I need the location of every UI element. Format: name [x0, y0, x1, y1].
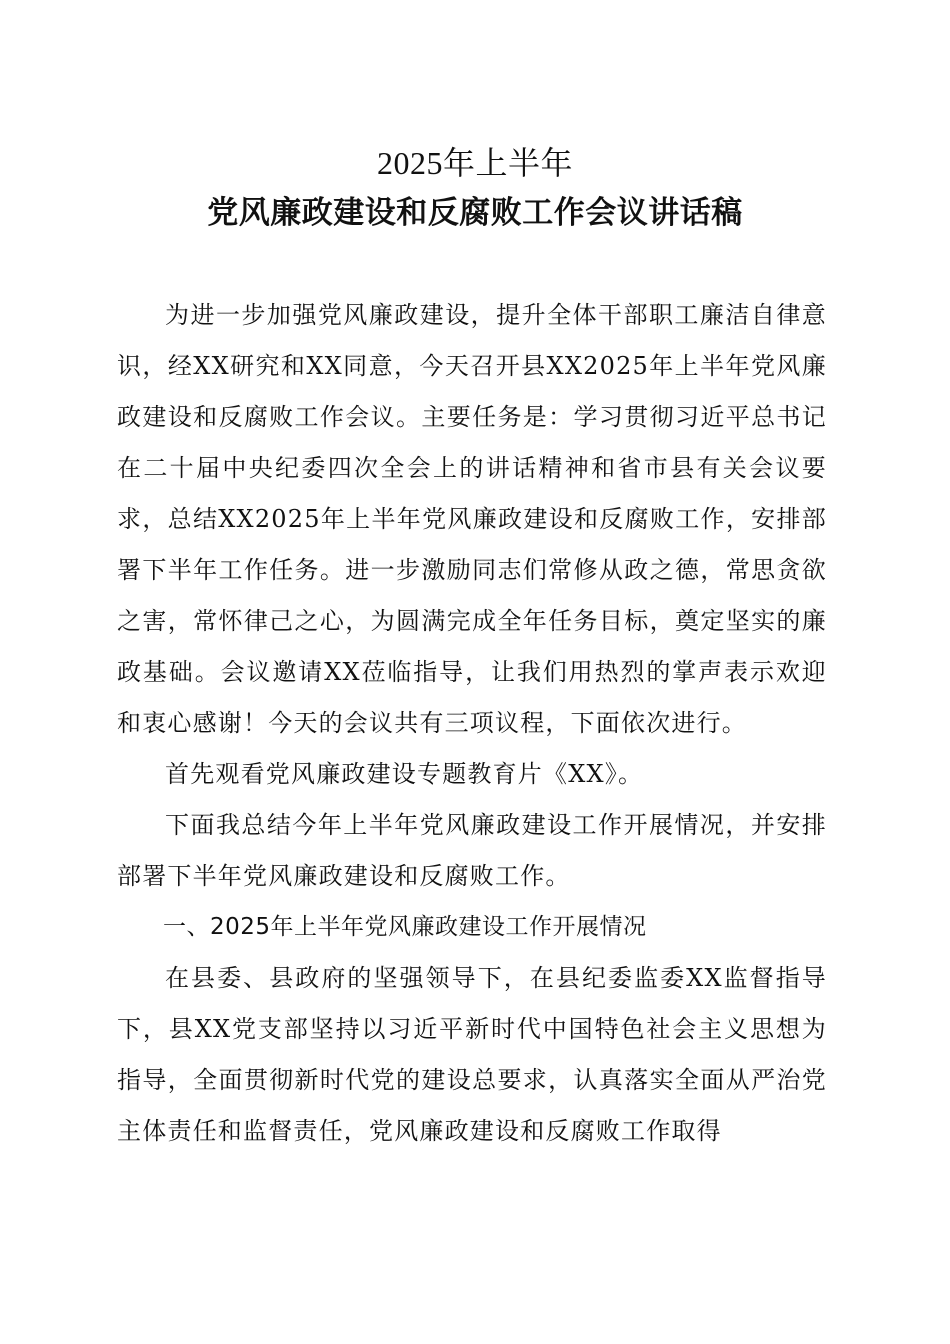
- title-line-2: 党风廉政建设和反腐败工作会议讲话稿: [207, 195, 743, 231]
- paragraph-intro: 为进一步加强党风廉政建设，提升全体干部职工廉洁自律意识，经XX研究和XX同意，今天召开县XX2025年上半年党风廉政建设和反腐败工作会议。主要任务是：学习贯彻习近平总书记在二十届中央纪委四次全会上的讲话精神和省市县有关会议要求，总结XX2025年上半年党风廉政建设和反腐败工作，安排部署下半年工作任务。进一步激励同志们常修从政之德，常思贪欲之害，常怀律己之心，为圆满完成全年任务目标，奠定坚实的廉政基础。会议邀请XX莅临指导，让我们用热烈的掌声表示欢迎和衷心感谢！今天的会议共有三项议程，下面依次进行。: [117, 301, 827, 737]
- document-title: [0, 138, 950, 238]
- paragraph-video: 首先观看党风廉政建设专题教育片《XX》。: [165, 760, 644, 788]
- paragraph-summary: 下面我总结今年上半年党风廉政建设工作开展情况，并安排部署下半年党风廉政建设和反腐败工作。: [117, 811, 827, 890]
- section-heading: 一、2025年上半年党风廉政建设工作开展情况: [163, 914, 647, 940]
- document-body: [117, 290, 827, 1157]
- title-line-1: 2025年上半年: [376, 145, 573, 181]
- paragraph-section-1: 在县委、县政府的坚强领导下，在县纪委监委XX监督指导下，县XX党支部坚持以习近平新时代中国特色社会主义思想为指导，全面贯彻新时代党的建设总要求，认真落实全面从严治党主体责任和监督责任，党风廉政建设和反腐败工作取得: [117, 964, 827, 1145]
